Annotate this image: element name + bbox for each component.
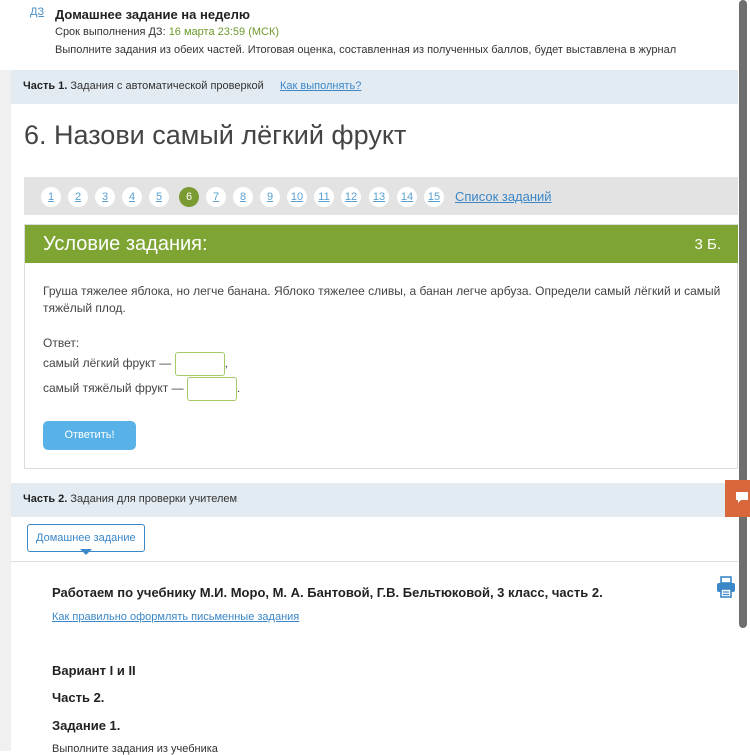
page-2[interactable]: 2 <box>68 187 88 207</box>
homework-title: Домашнее задание на неделю <box>55 7 250 22</box>
chat-icon <box>734 491 750 505</box>
page-8[interactable]: 8 <box>233 187 253 207</box>
answer-line-lightest <box>43 352 228 376</box>
page-11[interactable]: 11 <box>314 187 334 207</box>
condition-text: Груша тяжелее яблока, но легче банана. Яблоко тяжелее сливы, а банан легче арбуза. Определи самый лёгкий и самый тяжёлый плод. <box>43 284 721 315</box>
task-title: 6. Назови самый лёгкий фрукт <box>24 120 407 150</box>
task-pager <box>24 177 738 215</box>
part2-label <box>23 493 237 505</box>
page-14[interactable]: 14 <box>397 187 417 207</box>
part-heading: Часть 2. <box>52 690 105 705</box>
part1-label-text: Задания с автоматической проверкой <box>70 80 264 92</box>
part1-bar <box>11 70 738 104</box>
homework-header <box>0 0 738 70</box>
writing-rules-link[interactable]: Как правильно оформлять письменные задания <box>52 611 300 623</box>
page-10[interactable]: 10 <box>287 187 307 207</box>
homework-tab-pointer <box>80 549 92 555</box>
homework-tab[interactable]: Домашнее задание <box>27 524 145 552</box>
part2-bar <box>11 483 738 517</box>
homework-icon[interactable]: ДЗ <box>30 6 45 18</box>
part1-label <box>23 80 264 92</box>
lightest-punct: , <box>224 356 228 371</box>
deadline-value: 16 марта 23:59 (МСК) <box>168 26 280 38</box>
section-divider <box>11 561 738 562</box>
condition-heading: Условие задания: <box>43 233 208 255</box>
homework-note: Выполните задания из обеих частей. Итоговая оценка, составленная из полученных баллов, будет выставлена в журнал <box>55 44 677 56</box>
homework-deadline <box>55 26 279 38</box>
deadline-label: Срок выполнения ДЗ: <box>55 26 166 38</box>
textbook-title: Работаем по учебнику М.И. Моро, М. А. Бантовой, Г.В. Бельтюковой, 3 класс, часть 2. <box>52 585 603 600</box>
heaviest-punct: . <box>236 381 241 396</box>
part2-label-bold: Часть 2. <box>23 493 68 505</box>
page-9[interactable]: 9 <box>260 187 280 207</box>
variant-heading: Вариант I и II <box>52 663 136 678</box>
page-13[interactable]: 13 <box>369 187 389 207</box>
heaviest-answer-input[interactable] <box>187 377 237 401</box>
condition-panel <box>24 224 738 469</box>
left-gutter <box>0 0 11 751</box>
page-3[interactable]: 3 <box>95 187 115 207</box>
task-instructions: Выполните задания из учебника <box>52 743 218 755</box>
page-7[interactable]: 7 <box>206 187 226 207</box>
task-heading: Задание 1. <box>52 718 121 733</box>
scrollbar-thumb[interactable] <box>739 0 747 628</box>
howto-link[interactable]: Как выполнять? <box>280 80 362 92</box>
lightest-answer-input[interactable] <box>175 352 225 376</box>
answer-label: Ответ: <box>43 336 80 350</box>
page-6-active[interactable]: 6 <box>179 187 199 207</box>
page-12[interactable]: 12 <box>341 187 361 207</box>
part2-label-text: Задания для проверки учителем <box>70 493 238 505</box>
page-5[interactable]: 5 <box>149 187 169 207</box>
page-4[interactable]: 4 <box>122 187 142 207</box>
task-list-link[interactable]: Список заданий <box>455 189 552 204</box>
feedback-side-tab[interactable] <box>725 480 750 517</box>
page-1[interactable]: 1 <box>41 187 61 207</box>
page-15[interactable]: 15 <box>424 187 444 207</box>
lightest-label: самый лёгкий фрукт — <box>43 356 172 371</box>
part1-label-bold: Часть 1. <box>23 80 68 92</box>
submit-answer-button[interactable]: Ответить! <box>43 421 136 450</box>
answer-line-heaviest <box>43 377 240 401</box>
points-badge: 3 Б. <box>694 236 721 253</box>
print-icon[interactable] <box>716 576 736 598</box>
condition-header <box>25 225 739 263</box>
heaviest-label: самый тяжёлый фрукт — <box>43 381 184 396</box>
